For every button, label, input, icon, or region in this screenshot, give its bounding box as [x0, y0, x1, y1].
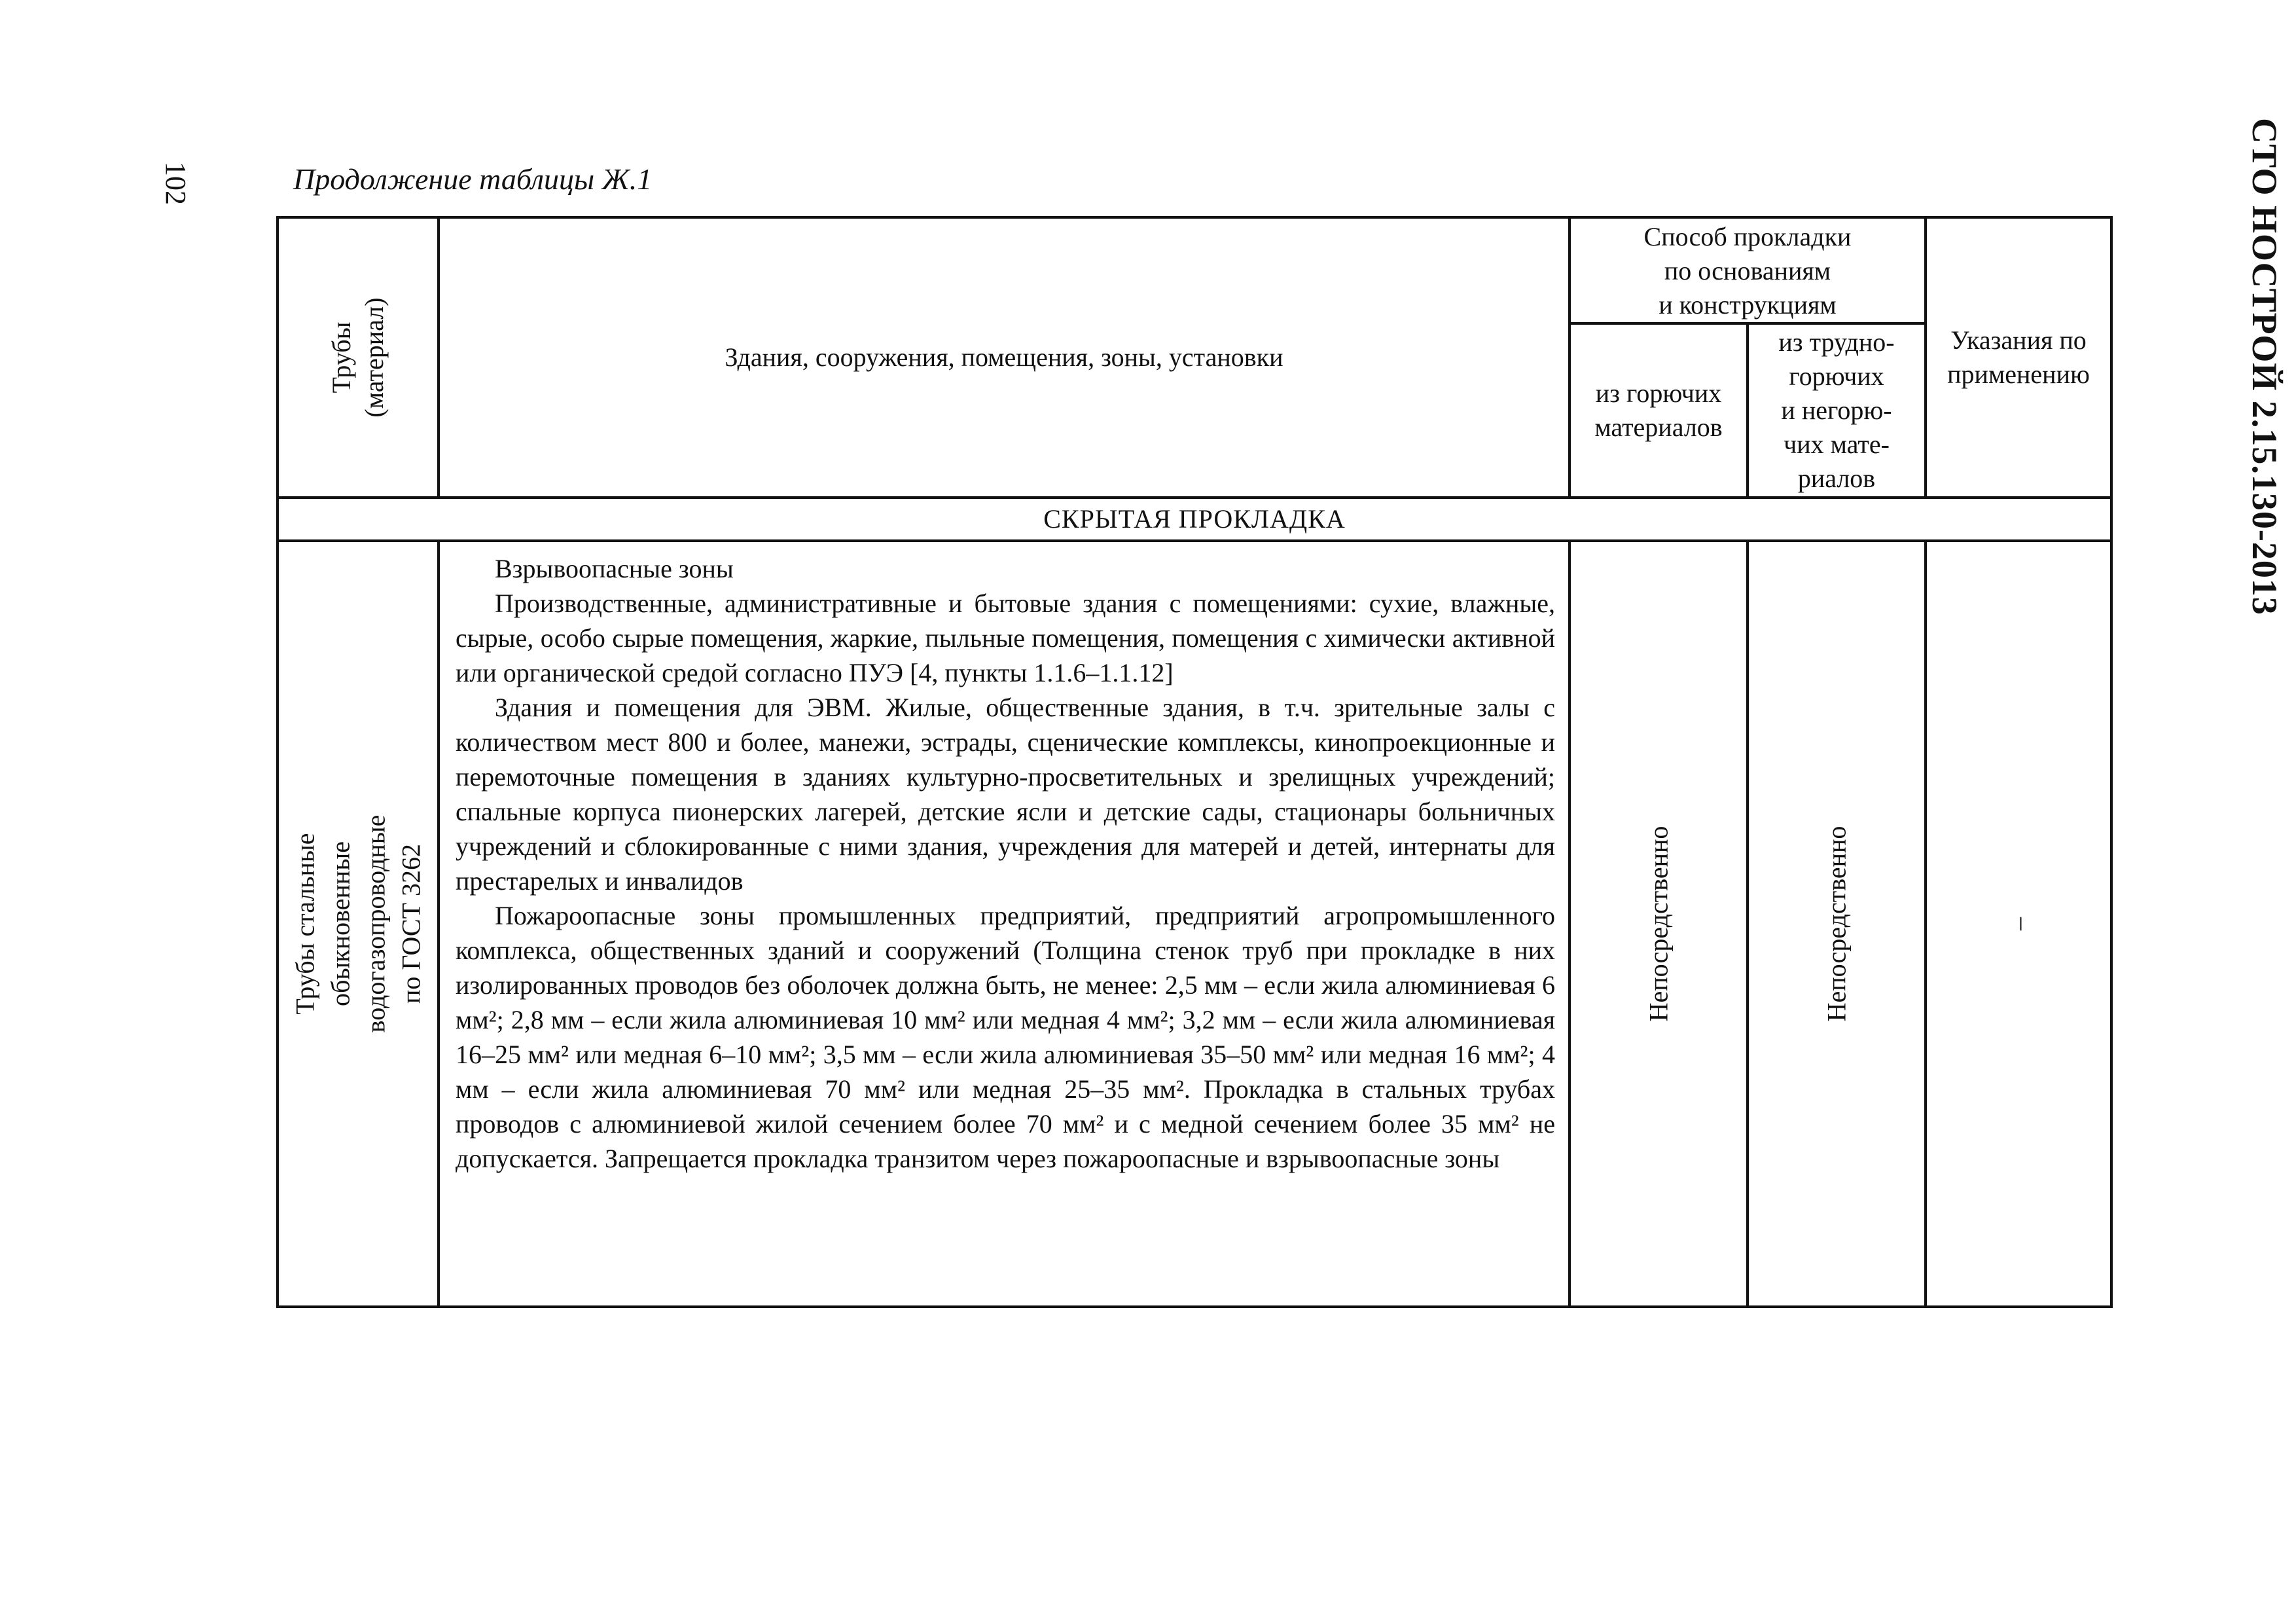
header-combustible-label: из горючих материалов: [1594, 378, 1723, 442]
section-title: СКРЫТАЯ ПРОКЛАДКА: [278, 498, 2111, 541]
cell-combustible: [1570, 541, 1748, 1307]
paragraph: Здания и помещения для ЭВМ. Жилые, общественные здания, в т.ч. зрительные залы с количеством мест 800 и более, манежи, эстрады, сценические комплексы, кинопроекционные и перемоточные помещения в зданиях культурно-просветительных и зрелищных учреждений; спальные корпуса пионерских лагерей, детские ясли и детские сады, стационары больничных учреждений и сблокированные с ними здания, учреждения для матерей и детей, интернаты для престарелых и инвалидов: [456, 693, 1555, 896]
cell-buildings: [439, 541, 1570, 1307]
header-noncombustible: [1748, 323, 1926, 498]
combustible-value: Непосредственно: [1643, 826, 1674, 1022]
header-method-group: [1570, 217, 1926, 323]
header-buildings: [439, 217, 1570, 498]
header-notes: [1926, 217, 2111, 498]
header-pipes: [278, 217, 439, 498]
paragraph: Производственные, административные и бытовые здания с помещениями: сухие, влажные, сырые, особо сырые помещения, жаркие, пыльные помещения, помещения с химически активной или органической средой согласно ПУЭ [4, пункты 1.1.6–1.1.12]: [456, 589, 1555, 687]
header-method-line-3: и конструкциям: [1659, 290, 1837, 319]
section-row: [278, 498, 2111, 541]
page-number: 102: [160, 162, 192, 205]
table-row: [278, 541, 2111, 1307]
header-noncombustible-label: из трудно- горючих и негорю- чих мате- риалов: [1778, 327, 1895, 493]
cell-pipes: [278, 541, 439, 1307]
header-combustible: [1570, 323, 1748, 498]
paragraph: Пожароопасные зоны промышленных предприятий, предприятий агропромышленного комплекса, общественных зданий и сооружений (Толщина стенок труб при прокладке в них изолированных проводов без оболочек должна быть, не менее: 2,5 мм – если жила алюминиевая 6 мм²; 2,8 мм – если жила алюминиевая 10 мм² или медная 4 мм²; 3,2 мм – если жила алюминиевая 16–25 мм² или медная 6–10 мм²; 3,5 мм – если жила алюминиевая 35–50 мм² или медная 16 мм²; 4 мм – если жила алюминиевая 70 мм² или медная 25–35 мм². Прокладка в стальных трубах проводов с алюминиевой жилой сечением более 70 мм² и с медной сечением более 35 мм² не допускается. Запрещается прокладка транзитом через пожароопасные и взрывоопасные зоны: [456, 901, 1555, 1173]
standard-code: СТО НОСТРОЙ 2.15.130-2013: [2245, 118, 2284, 615]
cell-noncombustible: [1748, 541, 1926, 1307]
pipes-label: Трубы стальные обыкновенные водогазопроводные по ГОСТ 3262: [290, 814, 426, 1033]
main-table: [276, 216, 2113, 1308]
paragraph: Взрывоопасные зоны: [495, 554, 734, 583]
header-row-1: [278, 217, 2111, 323]
header-method-line-2: по основаниям: [1664, 256, 1831, 285]
header-notes-label: Указания по применению: [1947, 325, 2090, 389]
header-buildings-label: Здания, сооружения, помещения, зоны, установки: [725, 342, 1283, 372]
table-caption: Продолжение таблицы Ж.1: [293, 162, 653, 196]
cell-notes: [1926, 541, 2111, 1307]
notes-value: –: [2003, 917, 2033, 930]
header-pipes-label: Трубы (материал): [327, 297, 389, 418]
header-method-line-1: Способ прокладки: [1643, 222, 1852, 251]
noncombustible-value: Непосредственно: [1821, 826, 1852, 1022]
